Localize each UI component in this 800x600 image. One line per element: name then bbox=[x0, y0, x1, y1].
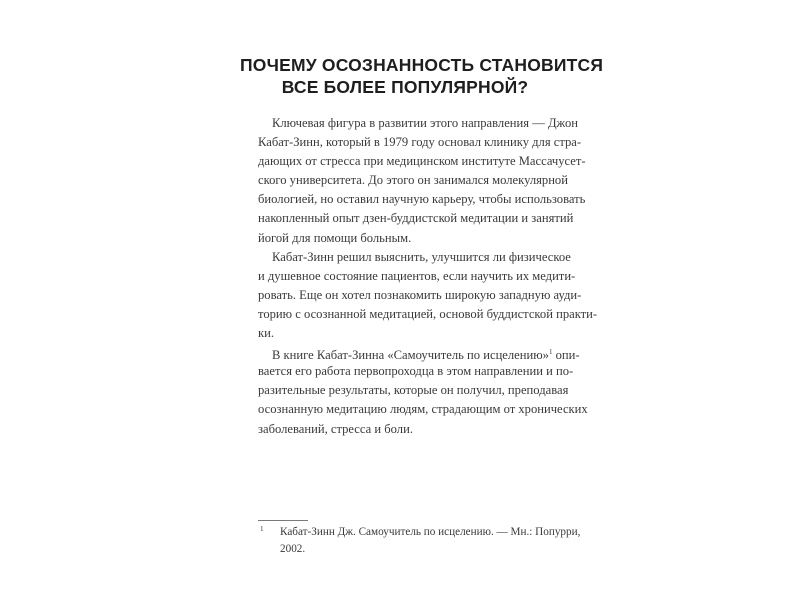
text-line: Ключевая фигура в развитии этого направления — Джон bbox=[272, 116, 578, 130]
footnote bbox=[258, 524, 581, 557]
text-line: дающих от стресса при медицинском институте Массачусет- bbox=[258, 154, 586, 169]
footnote-reference[interactable]: 1 bbox=[548, 348, 553, 357]
text-line: Кабат-Зинн решил выяснить, улучшится ли физическое bbox=[272, 249, 571, 264]
text-line bbox=[258, 343, 580, 363]
text-line: биологией, но оставил научную карьеру, чтобы использовать bbox=[258, 192, 586, 207]
text-line: вается его работа первопроходца в этом направлении и по- bbox=[258, 364, 574, 379]
text-line: йогой для помощи больным. bbox=[258, 230, 412, 245]
chapter-heading-line-2: ВСЕ БОЛЕЕ ПОПУЛЯРНОЙ? bbox=[281, 77, 529, 97]
text-line: накопленный опыт дзен-буддистской медитации и занятий bbox=[258, 211, 574, 226]
footnote-line: 2002. bbox=[280, 542, 306, 555]
footnote-line: Кабат-Зинн Дж. Самоучитель по исцелению. — Мн.: Попурри, bbox=[280, 526, 581, 538]
paragraph-1 bbox=[258, 114, 586, 248]
text-line: и душевное состояние пациентов, если научить их медити- bbox=[258, 268, 576, 283]
text-line: ского университета. До этого он занимался молекулярной bbox=[258, 173, 568, 188]
body-text bbox=[258, 114, 598, 439]
text-line: заболеваний, стресса и боли. bbox=[258, 421, 413, 436]
text-line: ровать. Еще он хотел познакомить широкую западную ауди- bbox=[258, 287, 582, 302]
paragraph-2 bbox=[258, 248, 598, 343]
text-line: осознанную медитацию людям, страдающим от хронических bbox=[258, 402, 588, 417]
text-fragment: опи- bbox=[552, 348, 580, 363]
chapter-heading bbox=[240, 54, 604, 98]
footnote-divider bbox=[258, 520, 308, 521]
text-line: Кабат-Зинн, который в 1979 году основал клинику для стра- bbox=[258, 135, 582, 150]
text-line: разительные результаты, которые он получил, преподавая bbox=[258, 383, 569, 398]
paragraph-3 bbox=[258, 343, 588, 438]
footnote-number: 1 bbox=[260, 525, 264, 533]
chapter-heading-line-1: ПОЧЕМУ ОСОЗНАННОСТЬ СТАНОВИТСЯ bbox=[240, 55, 604, 75]
text-line: ки. bbox=[258, 326, 275, 341]
text-fragment: В книге Кабат-Зинна «Самоучитель по исцелению» bbox=[272, 348, 549, 363]
text-line: торию с осознанной медитацией, основой буддистской практи- bbox=[258, 306, 598, 321]
